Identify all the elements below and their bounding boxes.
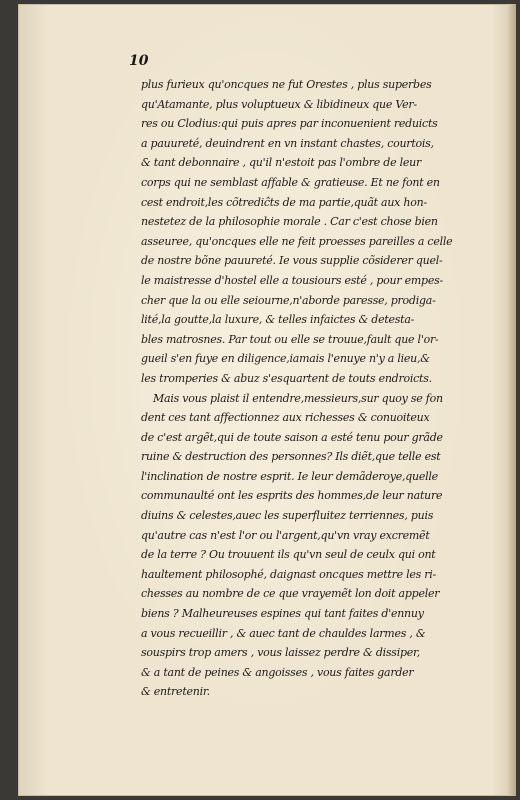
text-line: l'inclination de nostre esprit. Ie leur demãderoye,quelle bbox=[141, 469, 438, 483]
text-line: chesses au nombre de ce que vrayemẽt lon doit appeler bbox=[141, 587, 440, 601]
text-line: de la terre ? Ou trouuent ils qu'vn seul de ceulx qui ont bbox=[141, 548, 436, 562]
text-line: de nostre bõne pauureté. Ie vous supplie cõsiderer quel- bbox=[141, 254, 443, 268]
body-text bbox=[141, 75, 471, 702]
page-number: 10 bbox=[129, 53, 149, 69]
text-line: res ou Clodius:qui puis apres par inconuenient reduicts bbox=[141, 117, 438, 131]
text-line: ruine & destruction des personnes? Ils diẽt,que telle est bbox=[141, 450, 441, 464]
text-line: les tromperies & abuz s'esquartent de touts endroicts. bbox=[141, 371, 432, 385]
text-line: nestetez de la philosophie morale . Car c'est chose bien bbox=[141, 215, 438, 229]
text-line: plus furieux qu'oncques ne fut Orestes , plus superbes bbox=[141, 78, 432, 91]
text-line: biens ? Malheureuses espines qui tant faites d'ennuy bbox=[141, 607, 424, 621]
text-line: gueil s'en fuye en diligence,iamais l'enuye n'y a lieu,& bbox=[141, 352, 430, 366]
text-line: bles matrosnes. Par tout ou elle se trouue,fault que l'or- bbox=[141, 332, 439, 346]
text-line: lité,la goutte,la luxure, & telles infaictes & detesta- bbox=[141, 313, 415, 327]
text-line: dent ces tant affectionnez aux richesses & conuoiteux bbox=[141, 411, 430, 425]
text-line: souspirs trop amers , vous laissez perdre & dissiper, bbox=[141, 646, 421, 660]
text-line: asseuree, qu'oncques elle ne feit proesses pareilles a celle bbox=[141, 234, 453, 248]
text-line: corps qui ne semblast affable & gratieuse. Et ne font en bbox=[141, 175, 440, 189]
text-line: diuins & celestes,auec les superfluitez terriennes, puis bbox=[141, 509, 434, 523]
text-line: a pauureté, deuindrent en vn instant chastes, courtois, bbox=[141, 136, 434, 150]
text-line: qu'Atamante, plus voluptueux & libidineux que Ver- bbox=[141, 97, 417, 111]
text-line: & entretenir. bbox=[141, 685, 210, 699]
text-line: & a tant de peines & angoisses , vous faites garder bbox=[141, 665, 414, 679]
text-line: communaulté ont les esprits des hommes,de leur nature bbox=[141, 489, 443, 503]
text-line: de c'est argẽt,qui de toute saison a esté tenu pour grãde bbox=[141, 430, 443, 444]
text-line: cest endroit,les cõtrediĉts de ma partie,quãt aux hon- bbox=[141, 195, 427, 209]
text-line: qu'autre cas n'est l'or ou l'argent,qu'vn vray excremẽt bbox=[141, 528, 430, 542]
text-line: Mais vous plaist il entendre,messieurs,sur quoy se fon bbox=[153, 391, 443, 405]
text-line: haultement philosophé, daignast oncques mettre les ri- bbox=[141, 567, 437, 581]
text-line: cher que la ou elle seiourne,n'aborde paresse, prodiga- bbox=[141, 293, 436, 307]
text-line: a vous recueillir , & auec tant de chauldes larmes , & bbox=[141, 626, 426, 640]
text-line: & tant debonnaire , qu'il n'estoit pas l'ombre de leur bbox=[141, 156, 421, 170]
page-edge bbox=[508, 4, 516, 796]
text-line: le maistresse d'hostel elle a tousiours esté , pour empes- bbox=[141, 273, 443, 287]
